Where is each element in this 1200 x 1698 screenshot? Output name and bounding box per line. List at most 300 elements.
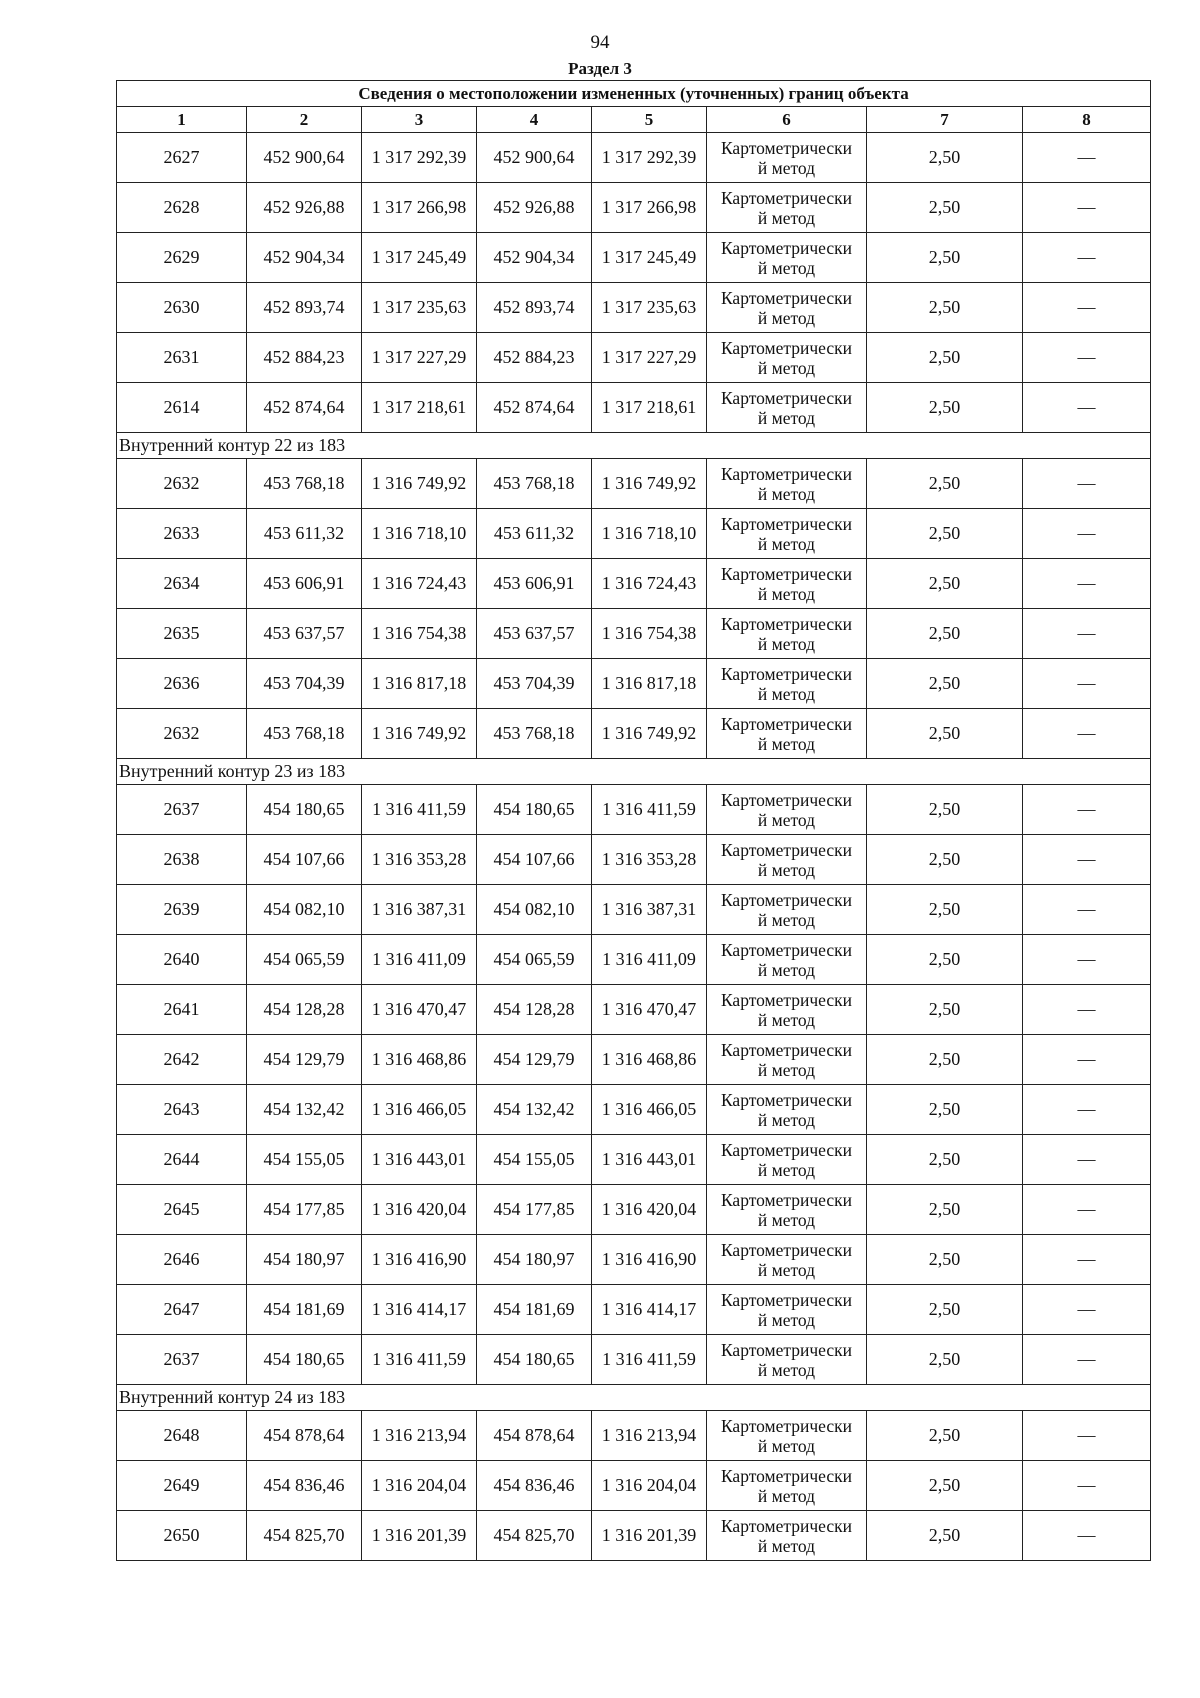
y-coordinate-cell: 1 316 817,18: [592, 659, 707, 709]
method-line-2: й метод: [757, 257, 816, 278]
table-row: [117, 1461, 1151, 1511]
method-cell: [707, 1135, 867, 1185]
accuracy-cell: 2,50: [867, 985, 1023, 1035]
y-coordinate-cell: 1 317 227,29: [362, 333, 477, 383]
point-number-cell: 2614: [117, 383, 247, 433]
method-line-1: Картометрически: [720, 1089, 853, 1110]
method-line-1: Картометрически: [720, 613, 853, 634]
table-row: [117, 1511, 1151, 1561]
table-row: [117, 333, 1151, 383]
method-line-2: й метод: [757, 583, 816, 604]
point-number-cell: 2645: [117, 1185, 247, 1235]
method-cell: [707, 609, 867, 659]
y-coordinate-cell: 1 316 411,09: [592, 935, 707, 985]
x-coordinate-cell: 452 874,64: [247, 383, 362, 433]
method-line-2: й метод: [757, 357, 816, 378]
x-coordinate-cell: 454 180,65: [247, 1335, 362, 1385]
x-coordinate-cell: 452 904,34: [477, 233, 592, 283]
method-cell: [707, 133, 867, 183]
y-coordinate-cell: 1 316 416,90: [362, 1235, 477, 1285]
accuracy-cell: 2,50: [867, 1035, 1023, 1085]
x-coordinate-cell: 452 874,64: [477, 383, 592, 433]
method-line-1: Картометрически: [720, 1515, 853, 1536]
accuracy-cell: 2,50: [867, 1285, 1023, 1335]
y-coordinate-cell: 1 316 201,39: [592, 1511, 707, 1561]
y-coordinate-cell: 1 316 817,18: [362, 659, 477, 709]
x-coordinate-cell: 454 132,42: [247, 1085, 362, 1135]
table-caption-row: [117, 81, 1151, 107]
y-coordinate-cell: 1 317 235,63: [362, 283, 477, 333]
x-coordinate-cell: 454 082,10: [247, 885, 362, 935]
y-coordinate-cell: 1 317 245,49: [362, 233, 477, 283]
y-coordinate-cell: 1 316 754,38: [362, 609, 477, 659]
note-cell: —: [1023, 1335, 1151, 1385]
accuracy-cell: 2,50: [867, 1411, 1023, 1461]
method-line-1: Картометрически: [720, 1139, 853, 1160]
method-line-1: Картометрически: [720, 839, 853, 860]
point-number-cell: 2646: [117, 1235, 247, 1285]
method-line-1: Картометрически: [720, 463, 853, 484]
accuracy-cell: 2,50: [867, 1085, 1023, 1135]
accuracy-cell: 2,50: [867, 459, 1023, 509]
x-coordinate-cell: 453 768,18: [247, 709, 362, 759]
y-coordinate-cell: 1 316 443,01: [362, 1135, 477, 1185]
y-coordinate-cell: 1 316 213,94: [362, 1411, 477, 1461]
method-line-2: й метод: [757, 683, 816, 704]
x-coordinate-cell: 454 878,64: [477, 1411, 592, 1461]
method-cell: [707, 559, 867, 609]
y-coordinate-cell: 1 316 420,04: [592, 1185, 707, 1235]
method-line-1: Картометрически: [720, 889, 853, 910]
point-number-cell: 2630: [117, 283, 247, 333]
table-row: [117, 1335, 1151, 1385]
method-cell: [707, 785, 867, 835]
table-row: [117, 283, 1151, 333]
y-coordinate-cell: 1 316 724,43: [592, 559, 707, 609]
y-coordinate-cell: 1 316 749,92: [362, 459, 477, 509]
accuracy-cell: 2,50: [867, 1185, 1023, 1235]
y-coordinate-cell: 1 316 466,05: [362, 1085, 477, 1135]
y-coordinate-cell: 1 317 292,39: [592, 133, 707, 183]
method-cell: [707, 835, 867, 885]
point-number-cell: 2634: [117, 559, 247, 609]
table-row: [117, 509, 1151, 559]
method-cell: [707, 709, 867, 759]
column-header: 8: [1023, 107, 1151, 133]
y-coordinate-cell: 1 316 411,59: [592, 1335, 707, 1385]
note-cell: —: [1023, 985, 1151, 1035]
x-coordinate-cell: 452 904,34: [247, 233, 362, 283]
table-row: [117, 885, 1151, 935]
x-coordinate-cell: 453 611,32: [477, 509, 592, 559]
x-coordinate-cell: 454 180,65: [477, 785, 592, 835]
x-coordinate-cell: 454 180,65: [247, 785, 362, 835]
y-coordinate-cell: 1 316 470,47: [592, 985, 707, 1035]
x-coordinate-cell: 454 825,70: [247, 1511, 362, 1561]
point-number-cell: 2637: [117, 1335, 247, 1385]
x-coordinate-cell: 454 082,10: [477, 885, 592, 935]
method-line-1: Картометрически: [720, 513, 853, 534]
method-cell: [707, 1411, 867, 1461]
y-coordinate-cell: 1 316 718,10: [592, 509, 707, 559]
method-cell: [707, 283, 867, 333]
x-coordinate-cell: 454 825,70: [477, 1511, 592, 1561]
x-coordinate-cell: 454 180,97: [247, 1235, 362, 1285]
method-line-2: й метод: [757, 809, 816, 830]
method-line-2: й метод: [757, 959, 816, 980]
method-cell: [707, 985, 867, 1035]
accuracy-cell: 2,50: [867, 659, 1023, 709]
accuracy-cell: 2,50: [867, 383, 1023, 433]
point-number-cell: 2637: [117, 785, 247, 835]
y-coordinate-cell: 1 317 292,39: [362, 133, 477, 183]
method-cell: [707, 1035, 867, 1085]
table-caption: Сведения о местоположении измененных (уточненных) границ объекта: [117, 81, 1151, 107]
note-cell: —: [1023, 1511, 1151, 1561]
method-line-1: Картометрически: [720, 939, 853, 960]
accuracy-cell: 2,50: [867, 885, 1023, 935]
section-title: Раздел 3: [568, 59, 632, 78]
x-coordinate-cell: 452 893,74: [247, 283, 362, 333]
y-coordinate-cell: 1 317 218,61: [592, 383, 707, 433]
table-row: [117, 609, 1151, 659]
method-line-2: й метод: [757, 1109, 816, 1130]
accuracy-cell: 2,50: [867, 835, 1023, 885]
y-coordinate-cell: 1 316 201,39: [362, 1511, 477, 1561]
table-row: [117, 1235, 1151, 1285]
x-coordinate-cell: 452 884,23: [247, 333, 362, 383]
x-coordinate-cell: 454 181,69: [477, 1285, 592, 1335]
contour-heading-row: [117, 759, 1151, 785]
method-line-2: й метод: [757, 533, 816, 554]
accuracy-cell: 2,50: [867, 233, 1023, 283]
table-row: [117, 935, 1151, 985]
x-coordinate-cell: 452 900,64: [477, 133, 592, 183]
x-coordinate-cell: 452 893,74: [477, 283, 592, 333]
column-header: 1: [117, 107, 247, 133]
x-coordinate-cell: 454 065,59: [247, 935, 362, 985]
point-number-cell: 2639: [117, 885, 247, 935]
page-number: 94: [590, 32, 610, 53]
y-coordinate-cell: 1 316 718,10: [362, 509, 477, 559]
method-line-1: Картометрически: [720, 663, 853, 684]
y-coordinate-cell: 1 316 416,90: [592, 1235, 707, 1285]
note-cell: —: [1023, 509, 1151, 559]
x-coordinate-cell: 454 180,97: [477, 1235, 592, 1285]
y-coordinate-cell: 1 316 204,04: [592, 1461, 707, 1511]
x-coordinate-cell: 453 606,91: [247, 559, 362, 609]
y-coordinate-cell: 1 316 754,38: [592, 609, 707, 659]
x-coordinate-cell: 452 900,64: [247, 133, 362, 183]
contour-heading: Внутренний контур 24 из 183: [117, 1385, 1151, 1411]
method-cell: [707, 383, 867, 433]
note-cell: —: [1023, 885, 1151, 935]
note-cell: —: [1023, 1285, 1151, 1335]
x-coordinate-cell: 453 606,91: [477, 559, 592, 609]
x-coordinate-cell: 453 768,18: [477, 709, 592, 759]
y-coordinate-cell: 1 316 724,43: [362, 559, 477, 609]
y-coordinate-cell: 1 317 235,63: [592, 283, 707, 333]
accuracy-cell: 2,50: [867, 609, 1023, 659]
point-number-cell: 2635: [117, 609, 247, 659]
accuracy-cell: 2,50: [867, 1461, 1023, 1511]
y-coordinate-cell: 1 316 411,59: [362, 1335, 477, 1385]
note-cell: —: [1023, 935, 1151, 985]
table-row: [117, 785, 1151, 835]
x-coordinate-cell: 453 704,39: [247, 659, 362, 709]
accuracy-cell: 2,50: [867, 1335, 1023, 1385]
x-coordinate-cell: 453 637,57: [477, 609, 592, 659]
note-cell: —: [1023, 183, 1151, 233]
table-header-row: [117, 107, 1151, 133]
point-number-cell: 2629: [117, 233, 247, 283]
method-line-1: Картометрически: [720, 563, 853, 584]
accuracy-cell: 2,50: [867, 1511, 1023, 1561]
y-coordinate-cell: 1 316 420,04: [362, 1185, 477, 1235]
x-coordinate-cell: 452 926,88: [477, 183, 592, 233]
method-line-2: й метод: [757, 407, 816, 428]
y-coordinate-cell: 1 316 411,59: [592, 785, 707, 835]
method-line-2: й метод: [757, 207, 816, 228]
x-coordinate-cell: 454 107,66: [477, 835, 592, 885]
method-line-2: й метод: [757, 483, 816, 504]
x-coordinate-cell: 454 155,05: [477, 1135, 592, 1185]
x-coordinate-cell: 453 611,32: [247, 509, 362, 559]
y-coordinate-cell: 1 316 387,31: [592, 885, 707, 935]
table-row: [117, 1035, 1151, 1085]
point-number-cell: 2627: [117, 133, 247, 183]
x-coordinate-cell: 454 129,79: [247, 1035, 362, 1085]
contour-heading: Внутренний контур 22 из 183: [117, 433, 1151, 459]
method-cell: [707, 233, 867, 283]
method-line-1: Картометрически: [720, 989, 853, 1010]
note-cell: —: [1023, 709, 1151, 759]
table-row: [117, 133, 1151, 183]
accuracy-cell: 2,50: [867, 183, 1023, 233]
method-line-1: Картометрически: [720, 387, 853, 408]
table-row: [117, 659, 1151, 709]
x-coordinate-cell: 453 768,18: [247, 459, 362, 509]
method-cell: [707, 459, 867, 509]
y-coordinate-cell: 1 316 353,28: [362, 835, 477, 885]
method-line-2: й метод: [757, 1535, 816, 1556]
x-coordinate-cell: 453 768,18: [477, 459, 592, 509]
table-row: [117, 233, 1151, 283]
accuracy-cell: 2,50: [867, 709, 1023, 759]
accuracy-cell: 2,50: [867, 1135, 1023, 1185]
y-coordinate-cell: 1 316 411,09: [362, 935, 477, 985]
table-row: [117, 183, 1151, 233]
method-line-1: Картометрически: [720, 1339, 853, 1360]
y-coordinate-cell: 1 316 411,59: [362, 785, 477, 835]
y-coordinate-cell: 1 316 468,86: [362, 1035, 477, 1085]
y-coordinate-cell: 1 316 466,05: [592, 1085, 707, 1135]
column-header: 5: [592, 107, 707, 133]
method-line-2: й метод: [757, 1485, 816, 1506]
table-row: [117, 383, 1151, 433]
table-row: [117, 985, 1151, 1035]
point-number-cell: 2638: [117, 835, 247, 885]
table-body: [117, 81, 1151, 1561]
method-line-1: Картометрически: [720, 237, 853, 258]
point-number-cell: 2640: [117, 935, 247, 985]
method-line-1: Картометрически: [720, 187, 853, 208]
method-line-1: Картометрически: [720, 137, 853, 158]
method-line-1: Картометрически: [720, 1239, 853, 1260]
method-line-1: Картометрически: [720, 1189, 853, 1210]
note-cell: —: [1023, 283, 1151, 333]
accuracy-cell: 2,50: [867, 333, 1023, 383]
method-line-2: й метод: [757, 1159, 816, 1180]
method-cell: [707, 659, 867, 709]
y-coordinate-cell: 1 317 266,98: [592, 183, 707, 233]
note-cell: —: [1023, 383, 1151, 433]
x-coordinate-cell: 452 884,23: [477, 333, 592, 383]
table-row: [117, 1135, 1151, 1185]
point-number-cell: 2649: [117, 1461, 247, 1511]
accuracy-cell: 2,50: [867, 133, 1023, 183]
y-coordinate-cell: 1 316 470,47: [362, 985, 477, 1035]
method-cell: [707, 1511, 867, 1561]
point-number-cell: 2636: [117, 659, 247, 709]
method-cell: [707, 1285, 867, 1335]
x-coordinate-cell: 453 704,39: [477, 659, 592, 709]
x-coordinate-cell: 454 128,28: [477, 985, 592, 1035]
table-row: [117, 1285, 1151, 1335]
y-coordinate-cell: 1 317 218,61: [362, 383, 477, 433]
method-line-2: й метод: [757, 633, 816, 654]
method-line-2: й метод: [757, 157, 816, 178]
y-coordinate-cell: 1 316 443,01: [592, 1135, 707, 1185]
method-cell: [707, 333, 867, 383]
x-coordinate-cell: 454 065,59: [477, 935, 592, 985]
contour-heading: Внутренний контур 23 из 183: [117, 759, 1151, 785]
point-number-cell: 2643: [117, 1085, 247, 1135]
table-row: [117, 1185, 1151, 1235]
note-cell: —: [1023, 1035, 1151, 1085]
x-coordinate-cell: 454 132,42: [477, 1085, 592, 1135]
method-cell: [707, 935, 867, 985]
method-line-1: Картометрически: [720, 713, 853, 734]
point-number-cell: 2648: [117, 1411, 247, 1461]
x-coordinate-cell: 453 637,57: [247, 609, 362, 659]
method-cell: [707, 509, 867, 559]
note-cell: —: [1023, 1135, 1151, 1185]
contour-heading-row: [117, 1385, 1151, 1411]
method-line-2: й метод: [757, 1009, 816, 1030]
y-coordinate-cell: 1 316 353,28: [592, 835, 707, 885]
note-cell: —: [1023, 1411, 1151, 1461]
accuracy-cell: 2,50: [867, 785, 1023, 835]
point-number-cell: 2631: [117, 333, 247, 383]
table-row: [117, 835, 1151, 885]
method-line-1: Картометрически: [720, 337, 853, 358]
y-coordinate-cell: 1 316 204,04: [362, 1461, 477, 1511]
point-number-cell: 2650: [117, 1511, 247, 1561]
y-coordinate-cell: 1 316 414,17: [362, 1285, 477, 1335]
method-cell: [707, 1335, 867, 1385]
note-cell: —: [1023, 133, 1151, 183]
x-coordinate-cell: 454 177,85: [247, 1185, 362, 1235]
point-number-cell: 2642: [117, 1035, 247, 1085]
method-cell: [707, 1085, 867, 1135]
boundary-coordinates-table: [116, 80, 1151, 1561]
y-coordinate-cell: 1 316 749,92: [362, 709, 477, 759]
note-cell: —: [1023, 559, 1151, 609]
y-coordinate-cell: 1 316 749,92: [592, 459, 707, 509]
point-number-cell: 2628: [117, 183, 247, 233]
table-row: [117, 559, 1151, 609]
method-line-2: й метод: [757, 1359, 816, 1380]
point-number-cell: 2647: [117, 1285, 247, 1335]
method-line-2: й метод: [757, 859, 816, 880]
note-cell: —: [1023, 1461, 1151, 1511]
accuracy-cell: 2,50: [867, 935, 1023, 985]
x-coordinate-cell: 454 836,46: [477, 1461, 592, 1511]
table-row: [117, 1085, 1151, 1135]
accuracy-cell: 2,50: [867, 559, 1023, 609]
method-line-2: й метод: [757, 1059, 816, 1080]
note-cell: —: [1023, 785, 1151, 835]
table-row: [117, 1411, 1151, 1461]
method-line-2: й метод: [757, 307, 816, 328]
column-header: 3: [362, 107, 477, 133]
y-coordinate-cell: 1 316 387,31: [362, 885, 477, 935]
method-line-1: Картометрически: [720, 1039, 853, 1060]
y-coordinate-cell: 1 317 266,98: [362, 183, 477, 233]
table-row: [117, 709, 1151, 759]
y-coordinate-cell: 1 316 749,92: [592, 709, 707, 759]
method-line-1: Картометрически: [720, 1465, 853, 1486]
x-coordinate-cell: 454 177,85: [477, 1185, 592, 1235]
method-line-1: Картометрически: [720, 1415, 853, 1436]
method-cell: [707, 1461, 867, 1511]
column-header: 6: [707, 107, 867, 133]
method-line-1: Картометрически: [720, 789, 853, 810]
x-coordinate-cell: 454 878,64: [247, 1411, 362, 1461]
method-line-2: й метод: [757, 1309, 816, 1330]
method-line-2: й метод: [757, 1259, 816, 1280]
table-row: [117, 459, 1151, 509]
method-cell: [707, 1235, 867, 1285]
note-cell: —: [1023, 1085, 1151, 1135]
y-coordinate-cell: 1 317 227,29: [592, 333, 707, 383]
point-number-cell: 2632: [117, 709, 247, 759]
method-cell: [707, 885, 867, 935]
x-coordinate-cell: 452 926,88: [247, 183, 362, 233]
note-cell: —: [1023, 659, 1151, 709]
x-coordinate-cell: 454 180,65: [477, 1335, 592, 1385]
column-header: 7: [867, 107, 1023, 133]
note-cell: —: [1023, 1235, 1151, 1285]
method-cell: [707, 183, 867, 233]
y-coordinate-cell: 1 316 468,86: [592, 1035, 707, 1085]
method-line-2: й метод: [757, 909, 816, 930]
y-coordinate-cell: 1 316 414,17: [592, 1285, 707, 1335]
accuracy-cell: 2,50: [867, 283, 1023, 333]
x-coordinate-cell: 454 836,46: [247, 1461, 362, 1511]
point-number-cell: 2644: [117, 1135, 247, 1185]
accuracy-cell: 2,50: [867, 1235, 1023, 1285]
column-header: 4: [477, 107, 592, 133]
note-cell: —: [1023, 333, 1151, 383]
column-header: 2: [247, 107, 362, 133]
method-cell: [707, 1185, 867, 1235]
contour-heading-row: [117, 433, 1151, 459]
method-line-1: Картометрически: [720, 1289, 853, 1310]
x-coordinate-cell: 454 128,28: [247, 985, 362, 1035]
note-cell: —: [1023, 1185, 1151, 1235]
